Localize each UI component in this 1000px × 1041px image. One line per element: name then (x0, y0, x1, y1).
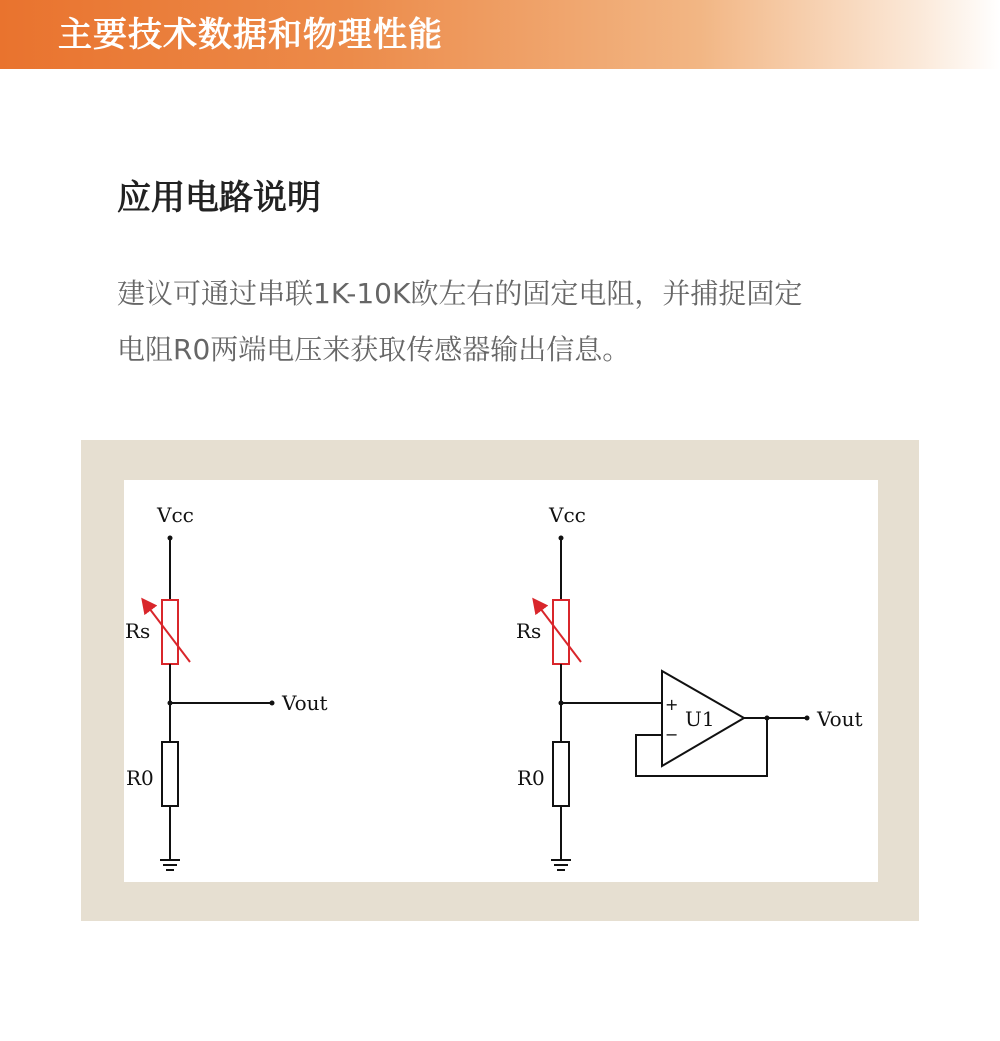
left-ground-icon (160, 860, 180, 870)
circuit-diagram (124, 480, 878, 882)
header-title: 主要技术数据和物理性能 (58, 15, 443, 55)
left-vout-node (270, 701, 275, 706)
left-sensor-resistor (162, 600, 178, 664)
circuit-diagram-area (124, 480, 878, 882)
right-opamp-minus: − (665, 725, 679, 744)
right-vout-node (805, 716, 810, 721)
description-line-1: 建议可通过串联1K-10K欧左右的固定电阻，并捕捉固定 (117, 277, 803, 310)
left-fixed-resistor (162, 742, 178, 806)
right-fixed-resistor (553, 742, 569, 806)
section-title: 应用电路说明 (117, 178, 321, 218)
left-vcc-label: Vcc (157, 503, 194, 527)
right-circuit (516, 503, 863, 870)
right-opamp-plus: + (665, 695, 679, 714)
right-opamp-label: U1 (685, 707, 715, 731)
right-r0-label: R0 (517, 766, 545, 790)
right-vout-label: Vout (817, 707, 863, 731)
right-sensor-resistor (553, 600, 569, 664)
section-description (117, 266, 917, 378)
left-circuit (125, 503, 328, 870)
description-line-2: 电阻R0两端电压来获取传感器输出信息。 (117, 333, 631, 366)
right-ground-icon (551, 860, 571, 870)
left-r0-label: R0 (126, 766, 154, 790)
right-rs-label: Rs (516, 619, 542, 643)
right-vcc-label: Vcc (549, 503, 586, 527)
header-banner (0, 0, 1000, 69)
left-vout-label: Vout (282, 691, 328, 715)
left-rs-label: Rs (125, 619, 151, 643)
